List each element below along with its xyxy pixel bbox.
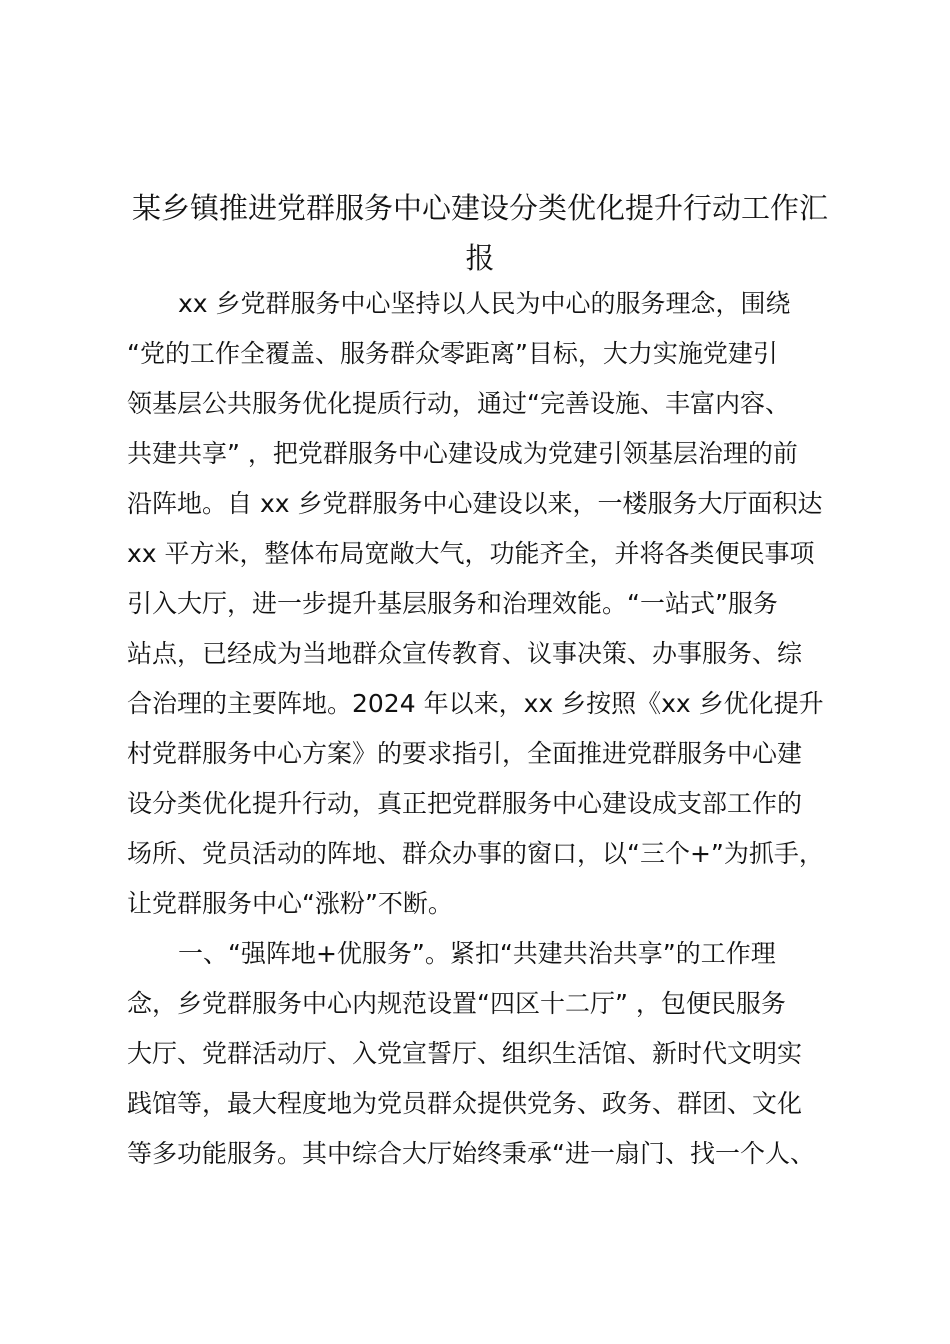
paragraph-2-line-5: 等多功能服务。其中综合大厅始终秉承“进一扇门、找一个人、 xyxy=(127,1139,815,1168)
paragraph-1-line-5: 沿阵地。自 xx 乡党群服务中心建设以来，一楼服务大厅面积达 xyxy=(127,489,823,518)
paragraph-1-line-6: xx 平方米，整体布局宽敞大气，功能齐全，并将各类便民事项 xyxy=(127,539,815,568)
paragraph-1-line-13: 让党群服务中心“涨粉”不断。 xyxy=(127,889,453,918)
paragraph-1-line-8: 站点，已经成为当地群众宣传教育、议事决策、办事服务、综 xyxy=(127,639,803,668)
paragraph-1-line-11: 设分类优化提升行动，真正把党群服务中心建设成支部工作的 xyxy=(127,789,803,818)
paragraph-1-line-12: 场所、党员活动的阵地、群众办事的窗口，以“三个+”为抓手， xyxy=(127,839,824,868)
paragraph-2-line-1: 一、“强阵地+优服务”。紧扣“共建共治共享”的工作理 xyxy=(178,939,776,968)
paragraph-1-line-1: xx 乡党群服务中心坚持以人民为中心的服务理念，围绕 xyxy=(178,289,791,318)
paragraph-2-line-2: 念，乡党群服务中心内规范设置“四区十二厅” ，包便民服务 xyxy=(127,989,786,1018)
paragraph-1-line-3: 领基层公共服务优化提质行动，通过“完善设施、丰富内容、 xyxy=(127,389,790,418)
paragraph-1-line-9: 合治理的主要阵地。2024 年以来，xx 乡按照《xx 乡优化提升 xyxy=(127,689,824,718)
document-title-line-2: 报 xyxy=(465,241,495,275)
paragraph-1-line-2: “党的工作全覆盖、服务群众零距离”目标，大力实施党建引 xyxy=(127,339,778,368)
paragraph-1-line-7: 引入大厅，进一步提升基层服务和治理效能。“一站式”服务 xyxy=(127,589,778,618)
paragraph-1-line-10: 村党群服务中心方案》的要求指引，全面推进党群服务中心建 xyxy=(127,739,803,768)
document-title-line-1: 某乡镇推进党群服务中心建设分类优化提升行动工作汇 xyxy=(131,191,828,225)
paragraph-1-line-4: 共建共享” ，把党群服务中心建设成为党建引领基层治理的前 xyxy=(127,439,798,468)
paragraph-2-line-4: 践馆等，最大程度地为党员群众提供党务、政务、群团、文化 xyxy=(127,1089,803,1118)
paragraph-2-line-3: 大厅、党群活动厅、入党宣誓厅、组织生活馆、新时代文明实 xyxy=(127,1039,803,1068)
